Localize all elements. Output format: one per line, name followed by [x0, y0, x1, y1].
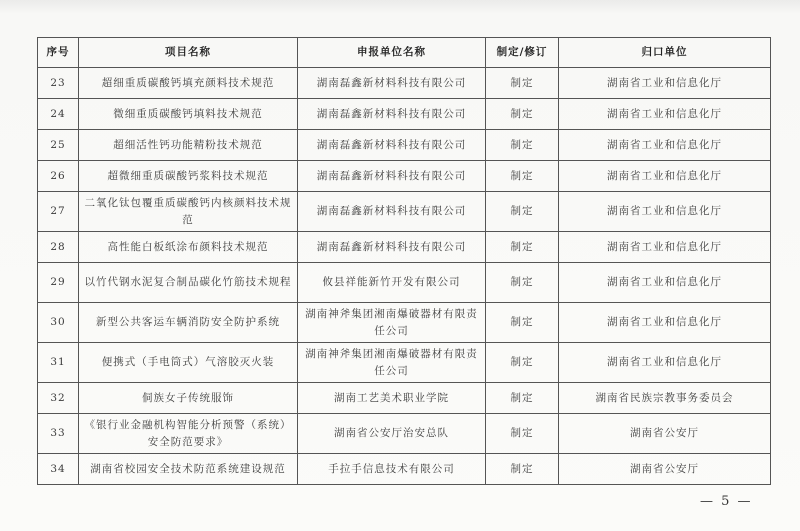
- header-authority: 归口单位: [559, 38, 771, 68]
- project-name: 超细重质碳酸钙填充颜料技术规范: [79, 68, 298, 99]
- table-row: [38, 263, 771, 303]
- row-index: 33: [38, 414, 79, 454]
- authority: 湖南省公安厅: [559, 414, 771, 454]
- applicant: 湖南工艺美术职业学院: [298, 383, 486, 414]
- row-index: 28: [38, 232, 79, 263]
- authority: 湖南省工业和信息化厅: [559, 232, 771, 263]
- applicant: 湖南磊鑫新材料科技有限公司: [298, 130, 486, 161]
- row-index: 25: [38, 130, 79, 161]
- project-name: 二氧化钛包覆重质碳酸钙内核颜料技术规范: [79, 192, 298, 232]
- row-index: 26: [38, 161, 79, 192]
- row-index: 34: [38, 454, 79, 485]
- row-index: 32: [38, 383, 79, 414]
- table-row: [38, 99, 771, 130]
- applicant: 湖南磊鑫新材料科技有限公司: [298, 99, 486, 130]
- applicant: 湖南省公安厅治安总队: [298, 414, 486, 454]
- authority: 湖南省工业和信息化厅: [559, 303, 771, 343]
- row-index: 27: [38, 192, 79, 232]
- type: 制定: [486, 303, 559, 343]
- type: 制定: [486, 343, 559, 383]
- applicant: 湖南磊鑫新材料科技有限公司: [298, 232, 486, 263]
- type: 制定: [486, 263, 559, 303]
- applicant: 湖南神斧集团湘南爆破器材有限责任公司: [298, 303, 486, 343]
- project-name: 超微细重质碳酸钙浆料技术规范: [79, 161, 298, 192]
- applicant: 湖南磊鑫新材料科技有限公司: [298, 68, 486, 99]
- type: 制定: [486, 414, 559, 454]
- applicant: 湖南神斧集团湘南爆破器材有限责任公司: [298, 343, 486, 383]
- table-row: [38, 192, 771, 232]
- project-name: 《银行业金融机构智能分析预警（系统）安全防范要求》: [79, 414, 298, 454]
- project-name: 超细活性钙功能精粉技术规范: [79, 130, 298, 161]
- row-index: 31: [38, 343, 79, 383]
- table-row: [38, 454, 771, 485]
- table-header-row: [38, 38, 771, 68]
- header-project-name: 项目名称: [79, 38, 298, 68]
- project-name: 新型公共客运车辆消防安全防护系统: [79, 303, 298, 343]
- authority: 湖南省工业和信息化厅: [559, 192, 771, 232]
- project-name: 以竹代钢水泥复合制品碳化竹筋技术规程: [79, 263, 298, 303]
- row-index: 30: [38, 303, 79, 343]
- project-name: 侗族女子传统服饰: [79, 383, 298, 414]
- table-row: [38, 161, 771, 192]
- row-index: 24: [38, 99, 79, 130]
- standards-table: [37, 37, 771, 485]
- applicant: 手拉手信息技术有限公司: [298, 454, 486, 485]
- type: 制定: [486, 161, 559, 192]
- header-index: 序号: [38, 38, 79, 68]
- table-row: [38, 130, 771, 161]
- project-name: 便携式（手电筒式）气溶胶灭火装: [79, 343, 298, 383]
- project-name: 高性能白板纸涂布颜料技术规范: [79, 232, 298, 263]
- applicant: 湖南磊鑫新材料科技有限公司: [298, 161, 486, 192]
- table-row: [38, 383, 771, 414]
- page-number: — 5 —: [700, 494, 753, 509]
- authority: 湖南省工业和信息化厅: [559, 263, 771, 303]
- authority: 湖南省工业和信息化厅: [559, 130, 771, 161]
- type: 制定: [486, 130, 559, 161]
- authority: 湖南省公安厅: [559, 454, 771, 485]
- authority: 湖南省民族宗教事务委员会: [559, 383, 771, 414]
- table-row: [38, 303, 771, 343]
- authority: 湖南省工业和信息化厅: [559, 343, 771, 383]
- type: 制定: [486, 383, 559, 414]
- row-index: 29: [38, 263, 79, 303]
- project-name: 湖南省校园安全技术防范系统建设规范: [79, 454, 298, 485]
- row-index: 23: [38, 68, 79, 99]
- type: 制定: [486, 99, 559, 130]
- header-type: 制定/修订: [486, 38, 559, 68]
- type: 制定: [486, 454, 559, 485]
- applicant: 攸县祥能新竹开发有限公司: [298, 263, 486, 303]
- authority: 湖南省工业和信息化厅: [559, 99, 771, 130]
- header-applicant: 申报单位名称: [298, 38, 486, 68]
- table-row: [38, 232, 771, 263]
- type: 制定: [486, 192, 559, 232]
- type: 制定: [486, 68, 559, 99]
- authority: 湖南省工业和信息化厅: [559, 68, 771, 99]
- applicant: 湖南磊鑫新材料科技有限公司: [298, 192, 486, 232]
- project-name: 微细重质碳酸钙填料技术规范: [79, 99, 298, 130]
- table-row: [38, 414, 771, 454]
- table-row: [38, 68, 771, 99]
- table-row: [38, 343, 771, 383]
- type: 制定: [486, 232, 559, 263]
- authority: 湖南省工业和信息化厅: [559, 161, 771, 192]
